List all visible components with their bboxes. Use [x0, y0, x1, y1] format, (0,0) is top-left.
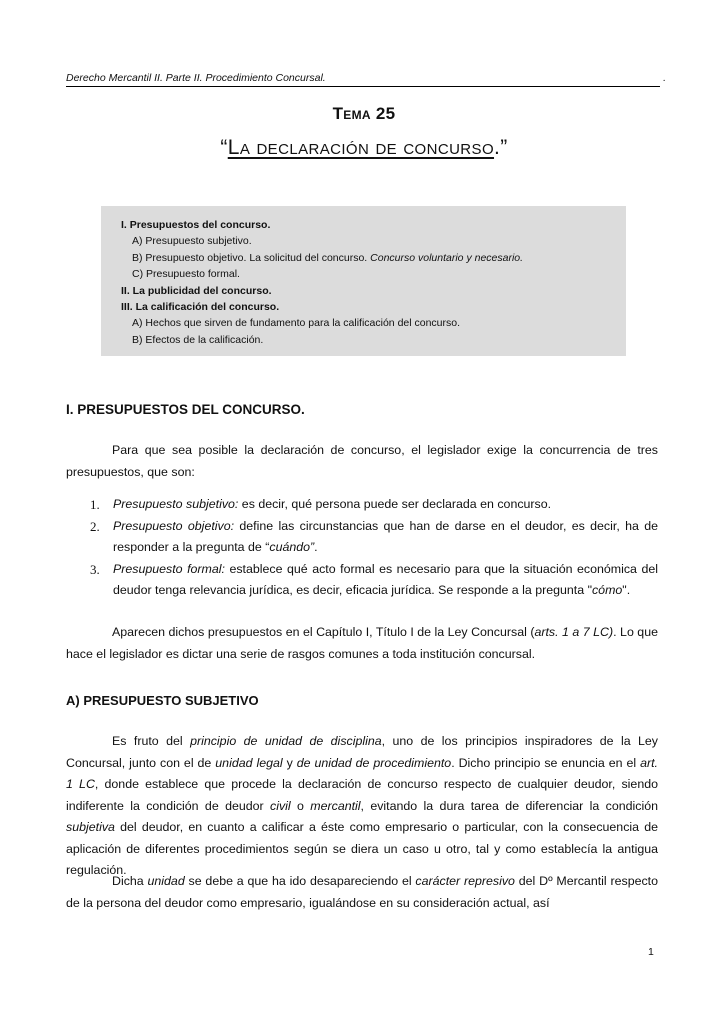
toc-item — [121, 266, 523, 282]
section-heading-subjetivo: A) PRESUPUESTO SUBJETIVO — [66, 693, 259, 708]
list-item-text: define las circunstancias que han de darse en el deudor, es decir, ha de responder a la pregunta de “ — [113, 518, 658, 554]
emphasis-text: unidad — [147, 874, 185, 888]
body-text: se debe a que ha ido desapareciendo el — [184, 874, 416, 888]
requirements-list — [66, 494, 658, 602]
toc-list — [121, 217, 523, 348]
toc-item — [121, 299, 523, 315]
title-open-quote: “ — [220, 136, 228, 159]
paragraph-intro — [66, 440, 658, 483]
emphasis-text: subjetiva — [66, 820, 115, 834]
table-of-contents — [101, 206, 626, 356]
toc-item-text: II. La publicidad del concurso. — [121, 284, 272, 297]
list-item-label: Presupuesto formal: — [113, 561, 225, 576]
paragraph-unidad-disciplina — [66, 731, 658, 882]
list-item — [66, 494, 658, 516]
toc-item-text: A) Hechos que sirven de fundamento para la calificación del concurso. — [132, 317, 461, 330]
page-number: 1 — [648, 946, 654, 958]
intro-text: Para que sea posible la declaración de concurso, el legislador exige la concurrencia de tres presupuestos, que son: — [66, 443, 658, 479]
toc-item — [121, 233, 523, 249]
list-item-text: establece qué acto formal es necesario para que la situación económica del deudor tenga relevancia jurídica, es decir, eficacia jurídica. Se responde a la pregunta " — [113, 561, 658, 597]
list-item-tail: ". — [622, 583, 631, 597]
body-text: , uno de los principios inspiradores de la Ley Concursal, junto con el de — [66, 734, 658, 770]
toc-item-text: A) Presupuesto subjetivo. — [132, 235, 252, 248]
list-item-text: es decir, qué persona puede ser declarada en concurso. — [238, 497, 552, 511]
toc-item-text: I. Presupuestos del concurso. — [121, 219, 271, 231]
toc-item — [121, 315, 523, 331]
body-text: del Dº Mercantil respecto de la persona del deudor como empresario, igualándose en su consideración actual, así — [66, 874, 659, 910]
chapter-title — [0, 136, 728, 160]
emphasis-text: mercantil — [310, 798, 361, 813]
list-item-number: 2. — [90, 518, 100, 534]
header-end-mark: . — [663, 72, 666, 84]
toc-item — [121, 283, 523, 299]
emphasis-text: unidad legal — [215, 755, 283, 770]
list-item-number: 3. — [90, 561, 100, 577]
body-text: , evitando la dura tarea de diferenciar la condición — [360, 798, 658, 813]
articles-text-b: . Lo que hace el legislador es dictar una serie de rasgos comunes a toda institución concursal. — [66, 625, 658, 661]
section-heading-presupuestos: I. PRESUPUESTOS DEL CONCURSO. — [66, 402, 305, 417]
body-text: Dicha — [112, 874, 148, 888]
list-item-emphasis: cuándo” — [269, 540, 315, 554]
articles-text-a: Aparecen dichos presupuestos en el Capítulo I, Título I de la Ley Concursal ( — [112, 625, 535, 639]
title-text: La declaración de concurso — [227, 136, 495, 159]
running-title: Derecho Mercantil II. Parte II. Procedimiento Concursal. — [66, 72, 326, 84]
list-item-label: Presupuesto objetivo: — [113, 518, 235, 533]
articles-ref: arts. 1 a 7 LC) — [534, 625, 614, 639]
emphasis-text: principio de unidad de disciplina — [190, 734, 382, 748]
paragraph-articles — [66, 622, 658, 665]
toc-item-text: III. La calificación del concurso. — [121, 301, 280, 314]
list-item-label: Presupuesto subjetivo: — [113, 497, 239, 511]
emphasis-text: civil — [270, 798, 291, 813]
toc-item-text: B) Presupuesto objetivo. La solicitud del concurso. — [132, 251, 371, 264]
body-text: y — [282, 755, 297, 770]
list-item-tail: . — [314, 540, 318, 554]
toc-item-text: B) Efectos de la calificación. — [132, 333, 264, 346]
list-item — [66, 559, 658, 602]
toc-item — [121, 217, 523, 233]
body-text: . Dicho principio se enuncia en el — [451, 755, 641, 770]
toc-item-italic: Concurso voluntario y necesario. — [370, 251, 524, 264]
toc-item — [121, 250, 523, 266]
emphasis-text: de unidad de procedimiento — [296, 755, 452, 770]
list-item-number: 1. — [90, 497, 100, 512]
chapter-number: Tema 25 — [332, 104, 396, 123]
body-text: Es fruto del — [112, 734, 191, 748]
body-text: o — [290, 798, 311, 813]
toc-item — [121, 332, 523, 348]
list-item-emphasis: cómo — [591, 583, 623, 597]
body-text: del deudor, en cuanto a calificar a éste como empresario o particular, con la consecuencia de aplicación de diferentes procedimientos según se diera un caso u otro, tal y como establecía la antigua regulación. — [66, 820, 658, 877]
paragraph-unidad — [66, 871, 658, 914]
emphasis-text: art. 1 LC — [66, 755, 658, 791]
emphasis-text: carácter represivo — [415, 874, 515, 888]
toc-item-text: C) Presupuesto formal. — [132, 268, 240, 281]
list-item — [66, 516, 658, 559]
running-header — [66, 72, 666, 87]
body-text: , donde establece que procede la declaración de concurso respecto de cualquier deudor, siendo indiferente la condición de deudor — [66, 777, 658, 813]
title-close-quote: .” — [494, 136, 508, 159]
